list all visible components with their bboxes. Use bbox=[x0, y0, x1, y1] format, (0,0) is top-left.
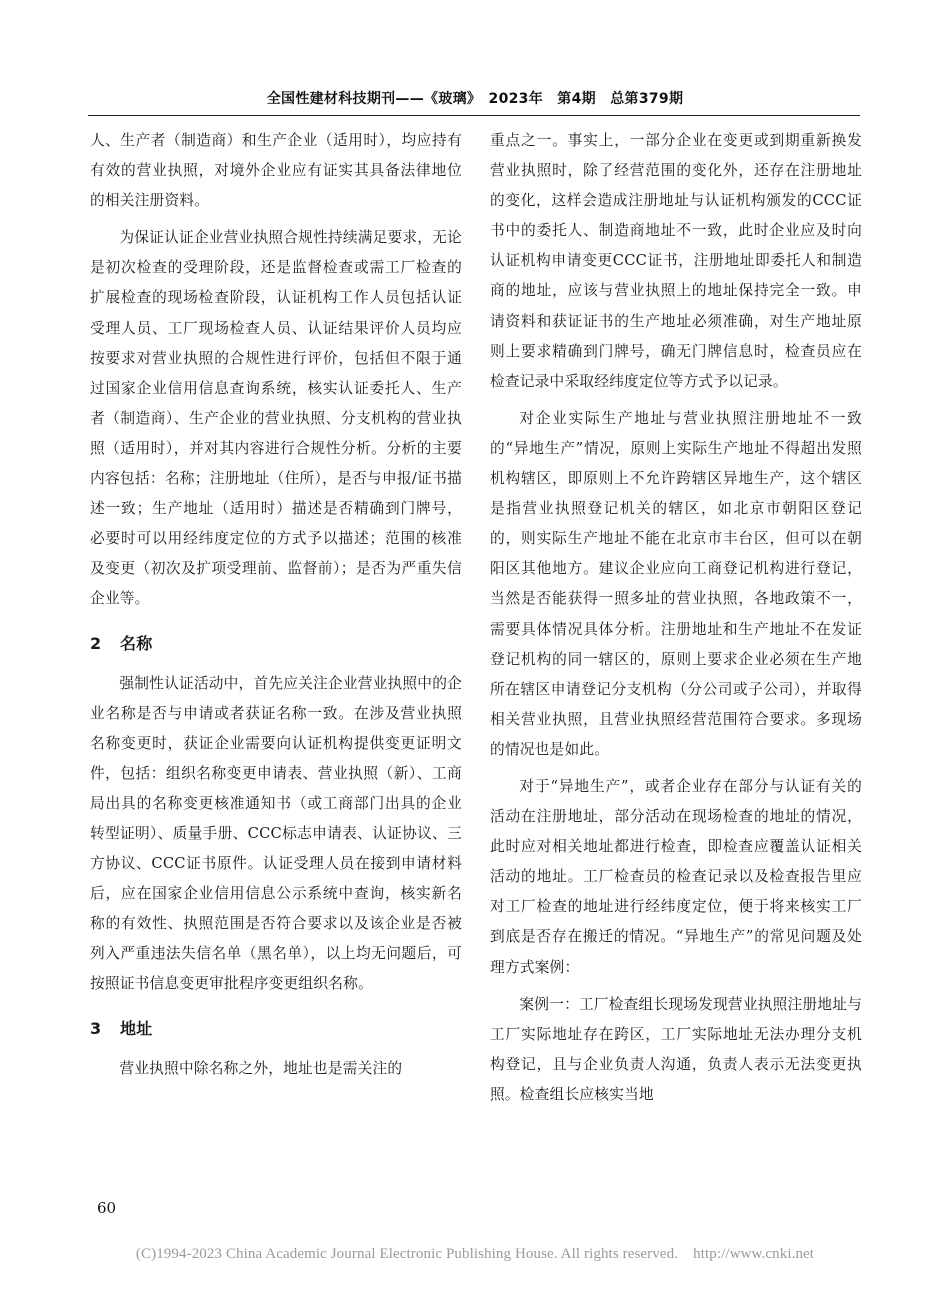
paragraph: 案例一：工厂检查组长现场发现营业执照注册地址与工厂实际地址存在跨区，工厂实际地址无法办理分支机构登记，且与企业负责人沟通，负责人表示无法变更执照。检查组长应核实当地 bbox=[490, 995, 862, 1103]
paragraph: 人、生产者（制造商）和生产企业（适用时），均应持有有效的营业执照，对境外企业应有证实其具备法律地位的相关注册资料。 bbox=[90, 132, 462, 210]
paragraph: 为保证认证企业营业执照合规性持续满足要求，无论是初次检查的受理阶段，还是监督检查或需工厂检查的扩展检查的现场检查阶段，认证机构工作人员包括认证受理人员、工厂现场检查人员、认证结果评价人员均应按要求对营业执照的合规性进行评价，包括但不限于通过国家企业信用信息查询系统，核实认证委托人、生产者（制造商）、生产企业的营业执照、分支机构的营业执照（适用时），并对其内容进行合规性分析。分析的主要内容包括：名称；注册地址（住所），是否与申报/证书描述一致；生产地址（适用时）描述是否精确到门牌号，必要时可以用经纬度定位的方式予以描述；范围的核准及变更（初次及扩项受理前、监督前）；是否为严重失信企业等。 bbox=[90, 229, 462, 608]
paragraph: 对企业实际生产地址与营业执照注册地址不一致的“异地生产”情况，原则上实际生产地址不得超出发照机构辖区，即原则上不允许跨辖区异地生产，这个辖区是指营业执照登记机关的辖区，如北京市朝阳区登记的，则实际生产地址不能在北京市丰台区，但可以在朝阳区其他地方。建议企业应向工商登记机构进行登记，当然是否能获得一照多址的营业执照，各地政策不一，需要具体情况具体分析。注册地址和生产地址不在发证登记机构的同一辖区的，原则上要求企业必须在生产地所在辖区申请登记分支机构（分公司或子公司），并取得相关营业执照，且营业执照经营范围符合要求。多现场的情况也是如此。 bbox=[490, 409, 862, 758]
left-column bbox=[90, 126, 462, 1091]
paragraph: 对于“异地生产”，或者企业存在部分与认证有关的活动在注册地址，部分活动在现场检查的地址的情况，此时应对相关地址都进行检查，即检查应覆盖认证相关活动的地址。工厂检查员的检查记录以及检查报告里应对工厂检查的地址进行经纬度定位，便于将来核实工厂到底是否存在搬迁的情况。“异地生产”的常见问题及处理方式案例： bbox=[490, 777, 862, 976]
paragraph: 重点之一。事实上，一部分企业在变更或到期重新换发营业执照时，除了经营范围的变化外，还存在注册地址的变化，这样会造成注册地址与认证机构颁发的CCC证书中的委托人、制造商地址不一致，此时企业应及时向认证机构申请变更CCC证书，注册地址即委托人和制造商的地址，应该与营业执照上的地址保持完全一致。申请资料和获证证书的生产地址必须准确，对生产地址原则上要求精确到门牌号，确无门牌信息时，检查员应在检查记录中采取经纬度定位等方式予以记录。 bbox=[490, 132, 862, 390]
section-number: 2 bbox=[90, 633, 102, 653]
right-column bbox=[490, 126, 862, 1117]
section-heading-name bbox=[90, 629, 462, 659]
copyright-footer: (C)1994-2023 China Academic Journal Electronic Publishing House. All rights reserved. http://www.cnki.net bbox=[135, 1246, 815, 1262]
section-title: 名称 bbox=[120, 633, 153, 653]
header-rule bbox=[88, 115, 860, 116]
page-number: 60 bbox=[97, 1199, 117, 1217]
section-title: 地址 bbox=[120, 1018, 153, 1038]
paragraph: 强制性认证活动中，首先应关注企业营业执照中的企业名称是否与申请或者获证名称一致。在涉及营业执照名称变更时，获证企业需要向认证机构提供变更证明文件，包括：组织名称变更申请表、营业执照（新）、工商局出具的名称变更核准通知书（或工商部门出具的企业转型证明）、质量手册、CCC标志申请表、认证协议、三方协议、CCC证书原件。认证受理人员在接到申请材料后，应在国家企业信用信息公示系统中查询，核实新名称的有效性、执照范围是否符合要求以及该企业是否被列入严重违法失信名单（黑名单），以上均无问题后，可按照证书信息变更审批程序变更组织名称。 bbox=[90, 674, 462, 993]
section-heading-address bbox=[90, 1014, 462, 1044]
journal-header: 全国性建材科技期刊——《玻璃》 2023年 第4期 总第379期 bbox=[266, 91, 684, 107]
section-number: 3 bbox=[90, 1018, 102, 1038]
paragraph: 营业执照中除名称之外，地址也是需关注的 bbox=[119, 1059, 403, 1077]
